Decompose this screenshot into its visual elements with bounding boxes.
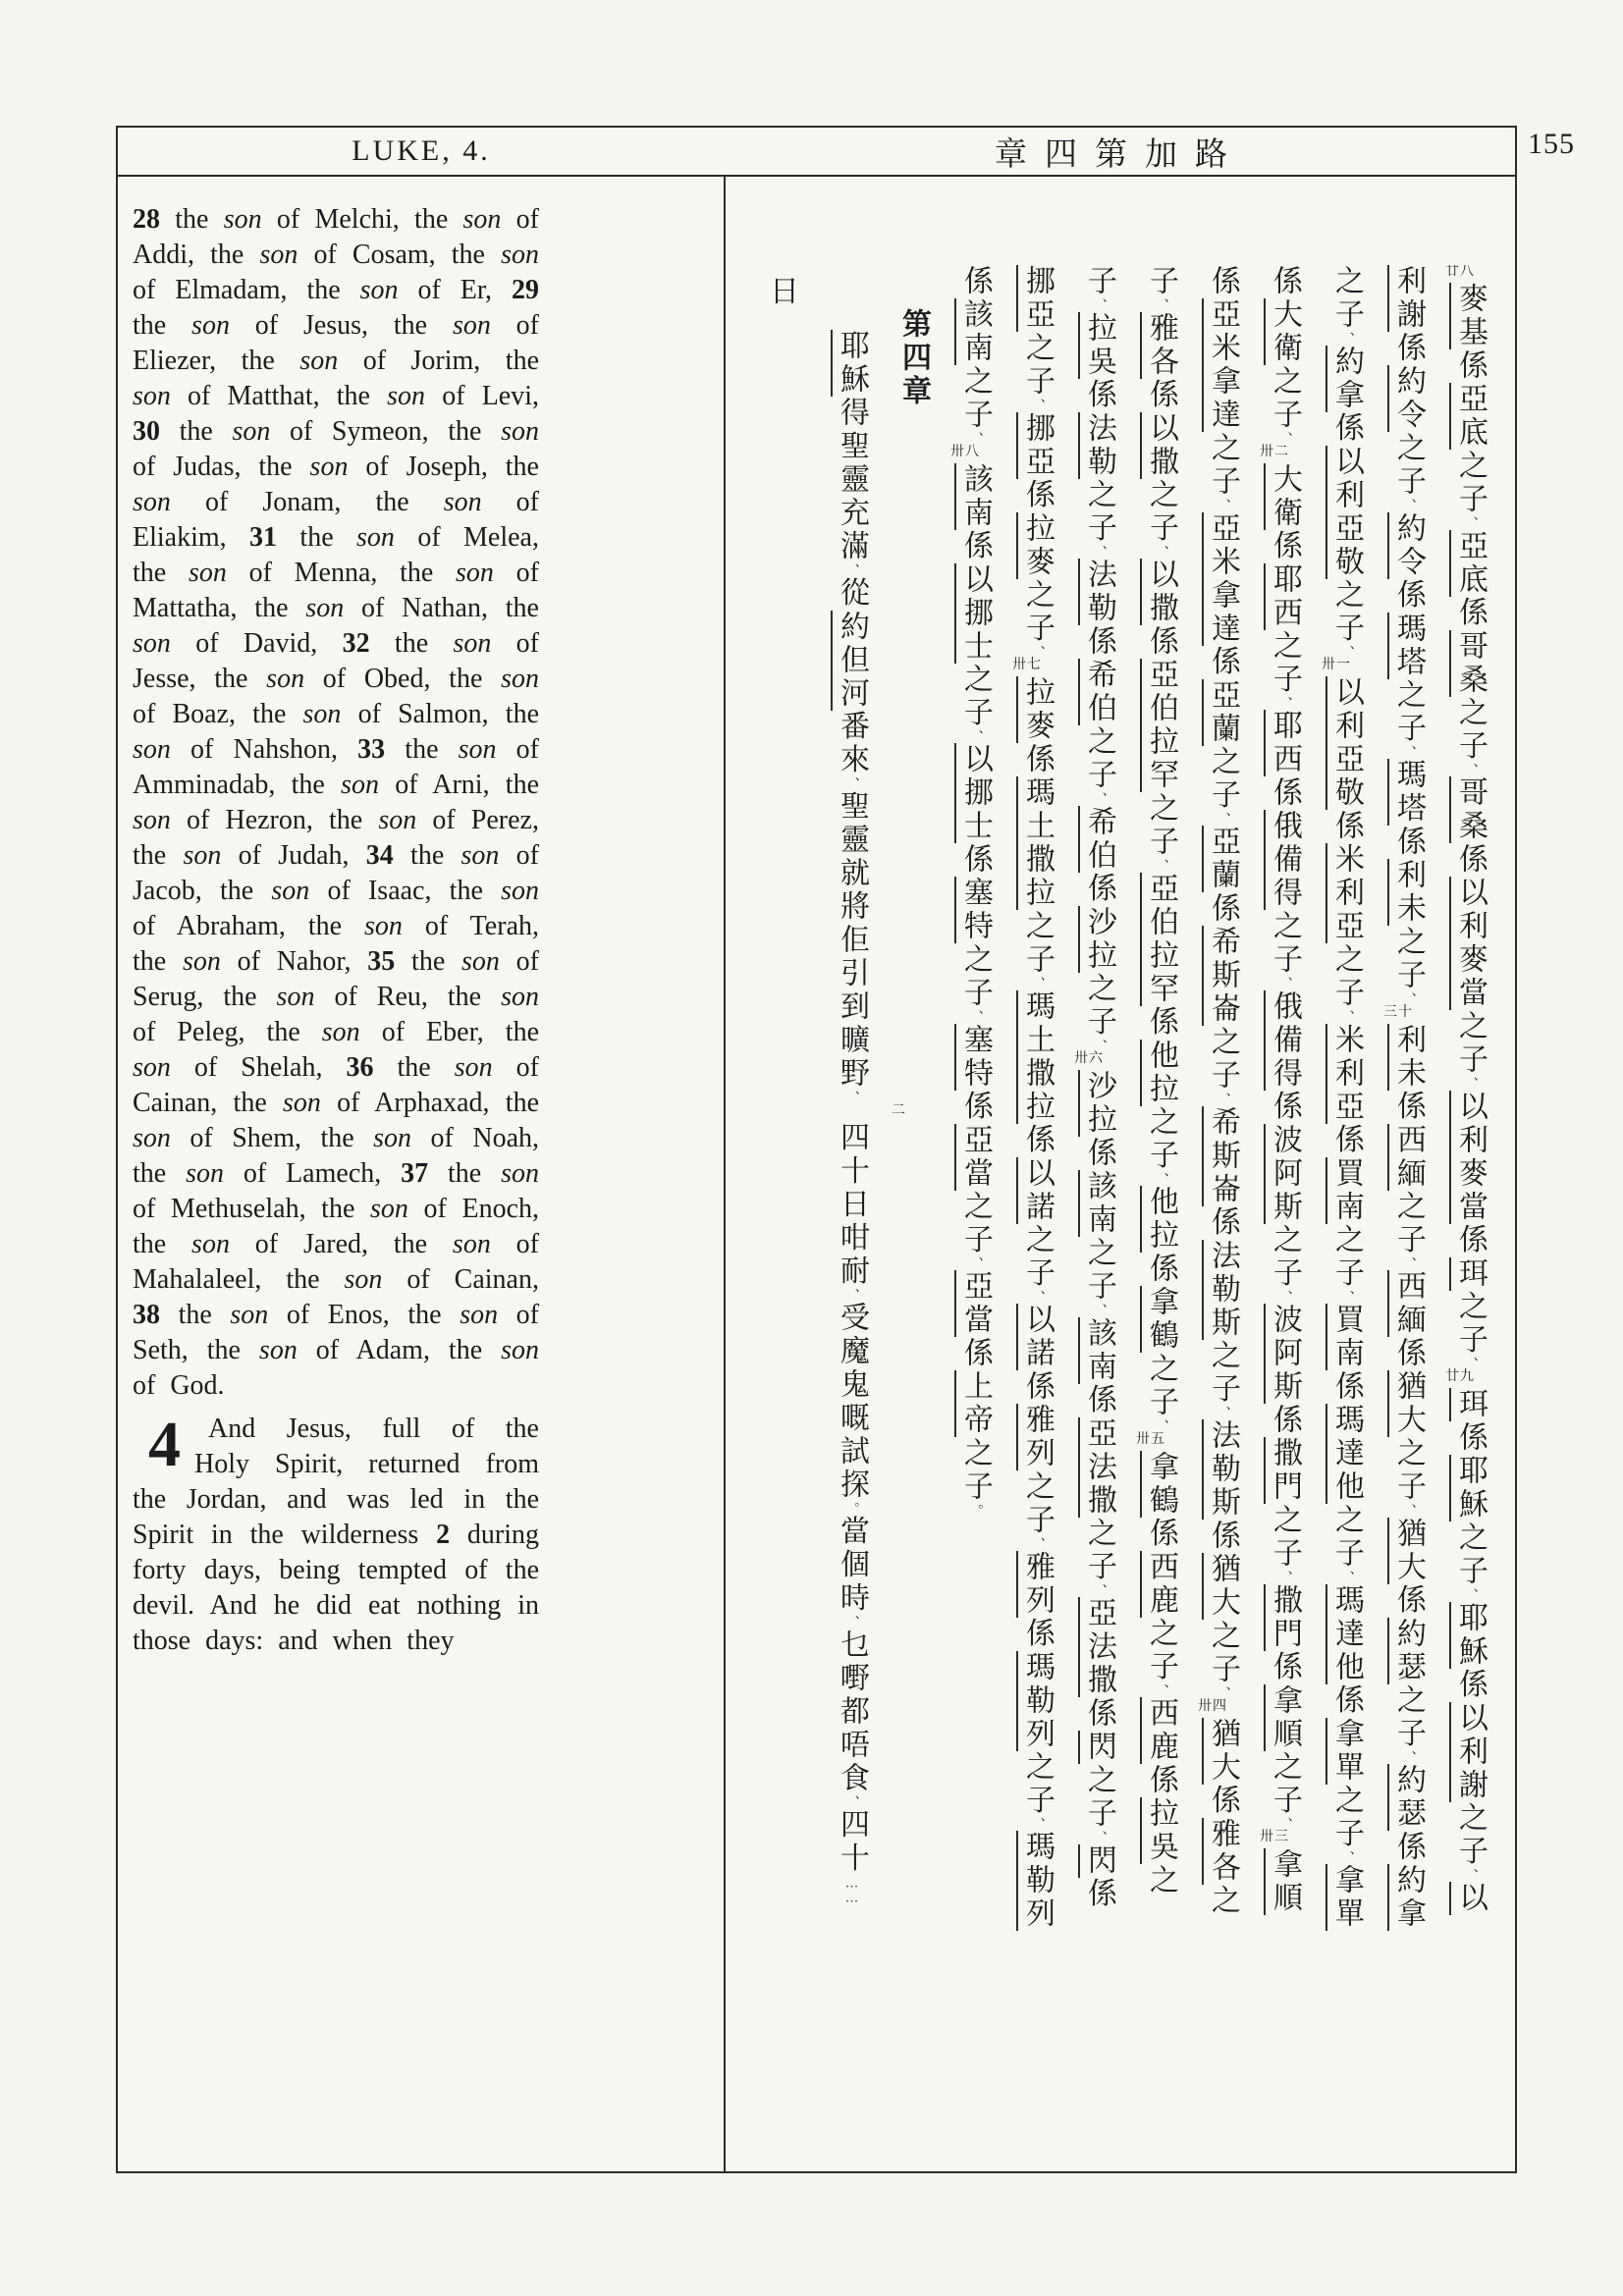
proper-name: 亞底 (1449, 383, 1487, 450)
proper-name: 利未 (1387, 1024, 1425, 1091)
chapter-4-paragraph: 4 And Jesus, full of the Holy Spirit, returned from the Jordan, and was led in the Spirit in the wilderness 2 during forty days, being tempted of the devil. And he did eat nothing in those days: and when they (133, 1409, 539, 1656)
proper-name: 以利麥當 (1449, 1091, 1487, 1224)
verse-number-marker: 廿九 (1445, 1369, 1475, 1384)
proper-name: 瑪達他 (1325, 1404, 1363, 1504)
proper-name: 該南 (1078, 1317, 1115, 1384)
proper-name: 以挪士 (954, 563, 992, 664)
proper-name: 希斯崙 (1202, 926, 1239, 1026)
proper-name: 以利謝 (1449, 1702, 1487, 1802)
verse-number-marker: 卅二 (1260, 444, 1289, 459)
proper-name: 法勒 (1078, 559, 1115, 625)
chapter-4-opening: 耶穌得聖靈充滿、從約但河番來、聖靈就將佢引到曠野、二四十日咁耐、受魔鬼嘅試探。當個時、乜嘢都唔食、四十…… (821, 265, 883, 1934)
proper-name: 拿單 (1325, 1718, 1363, 1785)
proper-name: 麥基 (1449, 283, 1487, 349)
proper-name: 耶穌 (831, 330, 868, 397)
proper-name: 約令 (1387, 365, 1425, 432)
proper-name: 該南 (1078, 1170, 1115, 1237)
proper-name: 瑪達他 (1325, 1584, 1363, 1684)
verse-number-marker: 卅八 (950, 444, 980, 459)
verse-number-marker: 三十 (1383, 1004, 1413, 1020)
proper-name: 瑪勒列 (1016, 1651, 1054, 1751)
proper-name: 拉吳 (1140, 1797, 1177, 1864)
proper-name: 約拿 (1387, 1864, 1425, 1931)
proper-name: 法勒 (1078, 412, 1115, 479)
proper-name: 約瑟 (1387, 1618, 1425, 1684)
proper-name: 他拉 (1140, 1186, 1177, 1253)
proper-name: 法勒斯 (1202, 1419, 1239, 1520)
proper-name: 約令 (1387, 512, 1425, 579)
proper-name: 沙拉 (1078, 906, 1115, 973)
proper-name: 猶大 (1387, 1518, 1425, 1584)
genealogy-text: 廿八麥基係亞底之子、亞底係哥桑之子、哥桑係以利麥當之子、以利麥當係珥之子、廿九珥係耶穌之子、耶穌係以利謝之子、以利謝係約令之子、約令係瑪塔之子、瑪塔係利未之子、三十利未係西緬之子、西緬係猶大之子、猶大係約瑟之子、約瑟係約拿之子、約拿係以利亞敬之子、卅一以利亞敬係米利亞之子、米利亞係買南之子、買南係瑪達他之子、瑪達他係拿單之子、拿單係大衛之子、卅二大衛係耶西之子、耶西係俄備得之子、俄備得係波阿斯之子、波阿斯係撒門之子、撒門係拿順之子、卅三拿順係亞米拿達之子、亞米拿達係亞蘭之子、亞蘭係希斯崙之子、希斯崙係法勒斯之子、法勒斯係猶大之子、卅四猶大係雅各之子、雅各係以撒之子、以撒係亞伯拉罕之子、亞伯拉罕係他拉之子、他拉係拿鶴之子、卅五拿鶴係西鹿之子、西鹿係拉吳之子、拉吳係法勒之子、法勒係希伯之子、希伯係沙拉之子、卅六沙拉係該南之子、該南係亞法撒之子、亞法撒係閃之子、閃係挪亞之子、挪亞係拉麥之子、卅七拉麥係瑪土撒拉之子、瑪土撒拉係以諾之子、以諾係雅列之子、雅列係瑪勒列之子、瑪勒列係該南之子、卅八該南係以挪士之子、以挪士係塞特之子、塞特係亞當之子、亞當係上帝之子。 (945, 265, 1501, 1934)
proper-name: 該南 (954, 463, 992, 530)
proper-name: 拉麥 (1016, 512, 1054, 579)
proper-name: 拉吳 (1078, 312, 1115, 379)
proper-name: 他拉 (1140, 1040, 1177, 1106)
proper-name: 俄備得 (1264, 990, 1301, 1091)
genealogy-paragraph: 28 the son of Melchi, the son of Addi, the son of Cosam, the son of Elmadam, the son of Er, 29 the son of Jesus, the son of Eliezer, the son of Jorim, the son of Matthat, the son of Levi, 30 the son of Symeon, the son of Judas, the son of Joseph, the son of Jonam, the son of Eliakim, 31 the son of Melea, the son of Menna, the son of Mattatha, the son of Nathan, the son of David, 32 the son of Jesse, the son of Obed, the son of Boaz, the son of Salmon, the son of Nahshon, 33 the son of Amminadab, the son of Arni, the son of Hezron, the son of Perez, the son of Judah, 34 the son of Jacob, the son of Isaac, the son of Abraham, the son of Terah, the son of Nahor, 35 the son of Serug, the son of Reu, the son of Peleg, the son of Eber, the son of Shelah, 36 the son of Cainan, the son of Arphaxad, the son of Shem, the son of Noah, the son of Lamech, 37 the son of Methuselah, the son of Enoch, the son of Jared, the son of Mahalaleel, the son of Cainan, 38 the son of Enos, the son of Seth, the son of Adam, the son of God. (133, 204, 540, 1401)
proper-name: 亞法撒 (1078, 1597, 1115, 1697)
proper-name: 雅列 (1016, 1404, 1054, 1470)
proper-name: 亞米拿達 (1202, 512, 1239, 646)
page-header (118, 128, 1515, 177)
header-title-english: LUKE, 4. (352, 134, 491, 167)
proper-name: 以利亞敬 (1325, 676, 1363, 810)
page-number: 155 (1528, 128, 1575, 160)
proper-name: 拉麥 (1016, 676, 1054, 743)
proper-name: 猶大 (1387, 1370, 1425, 1437)
proper-name: 亞蘭 (1202, 679, 1239, 746)
proper-name: 閃 (1078, 1731, 1115, 1764)
proper-name: 拿單 (1325, 1864, 1363, 1931)
proper-name: 買南 (1325, 1157, 1363, 1224)
proper-name: 以諾 (1016, 1157, 1054, 1224)
proper-name: 雅各 (1202, 1818, 1239, 1885)
proper-name: 以撒 (1140, 559, 1177, 625)
proper-name: 拿順 (1264, 1848, 1301, 1915)
proper-name: 大衛 (1264, 463, 1301, 530)
proper-name: 拿鶴 (1140, 1286, 1177, 1353)
proper-name: 亞底 (1449, 530, 1487, 597)
verse-number-marker: 卅四 (1198, 1698, 1227, 1714)
proper-name: 耶西 (1264, 563, 1301, 630)
proper-name: 閃 (1078, 1844, 1115, 1878)
proper-name: 瑪塔 (1387, 759, 1425, 826)
proper-name: 撒門 (1264, 1437, 1301, 1504)
proper-name: 瑪土撒拉 (1016, 990, 1054, 1124)
proper-name: 米利亞 (1325, 843, 1363, 943)
column-divider (724, 177, 726, 2171)
proper-name: 亞米拿達 (1202, 298, 1239, 432)
proper-name: 瑪塔 (1387, 613, 1425, 679)
proper-name: 珥 (1449, 1388, 1487, 1421)
proper-name: 法勒斯 (1202, 1240, 1239, 1340)
proper-name: 約但河 (831, 611, 868, 711)
proper-name: 該南 (954, 298, 992, 365)
verse-number-marker: 卅六 (1074, 1051, 1104, 1066)
proper-name: 猶大 (1202, 1718, 1239, 1785)
proper-name: 買南 (1325, 1304, 1363, 1370)
verse-number-marker: 卅七 (1012, 658, 1042, 672)
proper-name: 亞當 (954, 1270, 992, 1337)
proper-name: 以挪士 (954, 743, 992, 843)
verse-number-marker: 卅一 (1322, 658, 1351, 672)
proper-name: 大衛 (1264, 298, 1301, 365)
proper-name: 西緬 (1387, 1124, 1425, 1191)
verse-number-marker: 廿八 (1445, 265, 1475, 279)
proper-name: 波阿斯 (1264, 1304, 1301, 1404)
proper-name: 以撒 (1140, 412, 1177, 479)
proper-name: 哥桑 (1449, 776, 1487, 843)
proper-name: 俄備得 (1264, 810, 1301, 910)
proper-name: 挪亞 (1016, 265, 1054, 332)
proper-name: 亞法撒 (1078, 1417, 1115, 1518)
header-title-chinese: 章四第加路 (995, 136, 1245, 173)
proper-name: 撒門 (1264, 1584, 1301, 1651)
proper-name: 利未 (1387, 859, 1425, 926)
chapter-number-drop-cap: 4 (148, 1409, 181, 1480)
proper-name: 亞蘭 (1202, 826, 1239, 892)
proper-name: 耶西 (1264, 710, 1301, 776)
proper-name: 米利亞 (1325, 1024, 1363, 1124)
proper-name: 西鹿 (1140, 1697, 1177, 1764)
proper-name: 亞當 (954, 1124, 992, 1191)
proper-name: 瑪勒列 (1016, 1831, 1054, 1931)
proper-name: 以利麥當 (1449, 877, 1487, 1010)
chapter-heading: 第四章 (897, 308, 930, 408)
proper-name: 瑪土撒拉 (1016, 776, 1054, 910)
proper-name: 西鹿 (1140, 1551, 1177, 1618)
proper-name: 希斯崙 (1202, 1106, 1239, 1206)
proper-name: 約瑟 (1387, 1764, 1425, 1831)
verse-number-marker: 卅三 (1260, 1830, 1289, 1844)
proper-name: 雅各 (1140, 312, 1177, 379)
proper-name: 拿鶴 (1140, 1451, 1177, 1518)
proper-name: 亞伯拉罕 (1140, 659, 1177, 792)
proper-name: 約拿 (1325, 346, 1363, 412)
proper-name: 以利亞敬 (1325, 446, 1363, 579)
proper-name: 塞特 (954, 877, 992, 943)
proper-name: 波阿斯 (1264, 1124, 1301, 1224)
margin-day-marker: 日 (770, 276, 799, 308)
page-body (118, 177, 1515, 2171)
english-column (133, 202, 539, 1667)
proper-name: 西緬 (1387, 1270, 1425, 1337)
proper-name: 珥 (1449, 1257, 1487, 1291)
verse-number-marker: 卅五 (1136, 1431, 1165, 1447)
chinese-column (727, 177, 1515, 2171)
proper-name: 亞伯拉罕 (1140, 873, 1177, 1006)
verse-number-marker: 二 (892, 1102, 906, 1118)
proper-name: 拿順 (1264, 1684, 1301, 1751)
chinese-vertical-text (821, 265, 1501, 1934)
proper-name: 以利謝 (1387, 265, 1487, 1915)
proper-name: 耶穌 (1449, 1602, 1487, 1669)
proper-name: 猶大 (1202, 1553, 1239, 1620)
proper-name: 沙拉 (1078, 1070, 1115, 1137)
proper-name: 以諾 (1016, 1304, 1054, 1370)
proper-name: 希伯 (1078, 806, 1115, 873)
proper-name: 哥桑 (1449, 630, 1487, 697)
proper-name: 上帝 (954, 1370, 992, 1437)
proper-name: 塞特 (954, 1024, 992, 1091)
proper-name: 耶穌 (1449, 1455, 1487, 1522)
proper-name: 雅列 (1016, 1551, 1054, 1618)
proper-name: 挪亞 (1016, 412, 1054, 479)
proper-name: 希伯 (1078, 659, 1115, 725)
page-frame (116, 126, 1517, 2173)
